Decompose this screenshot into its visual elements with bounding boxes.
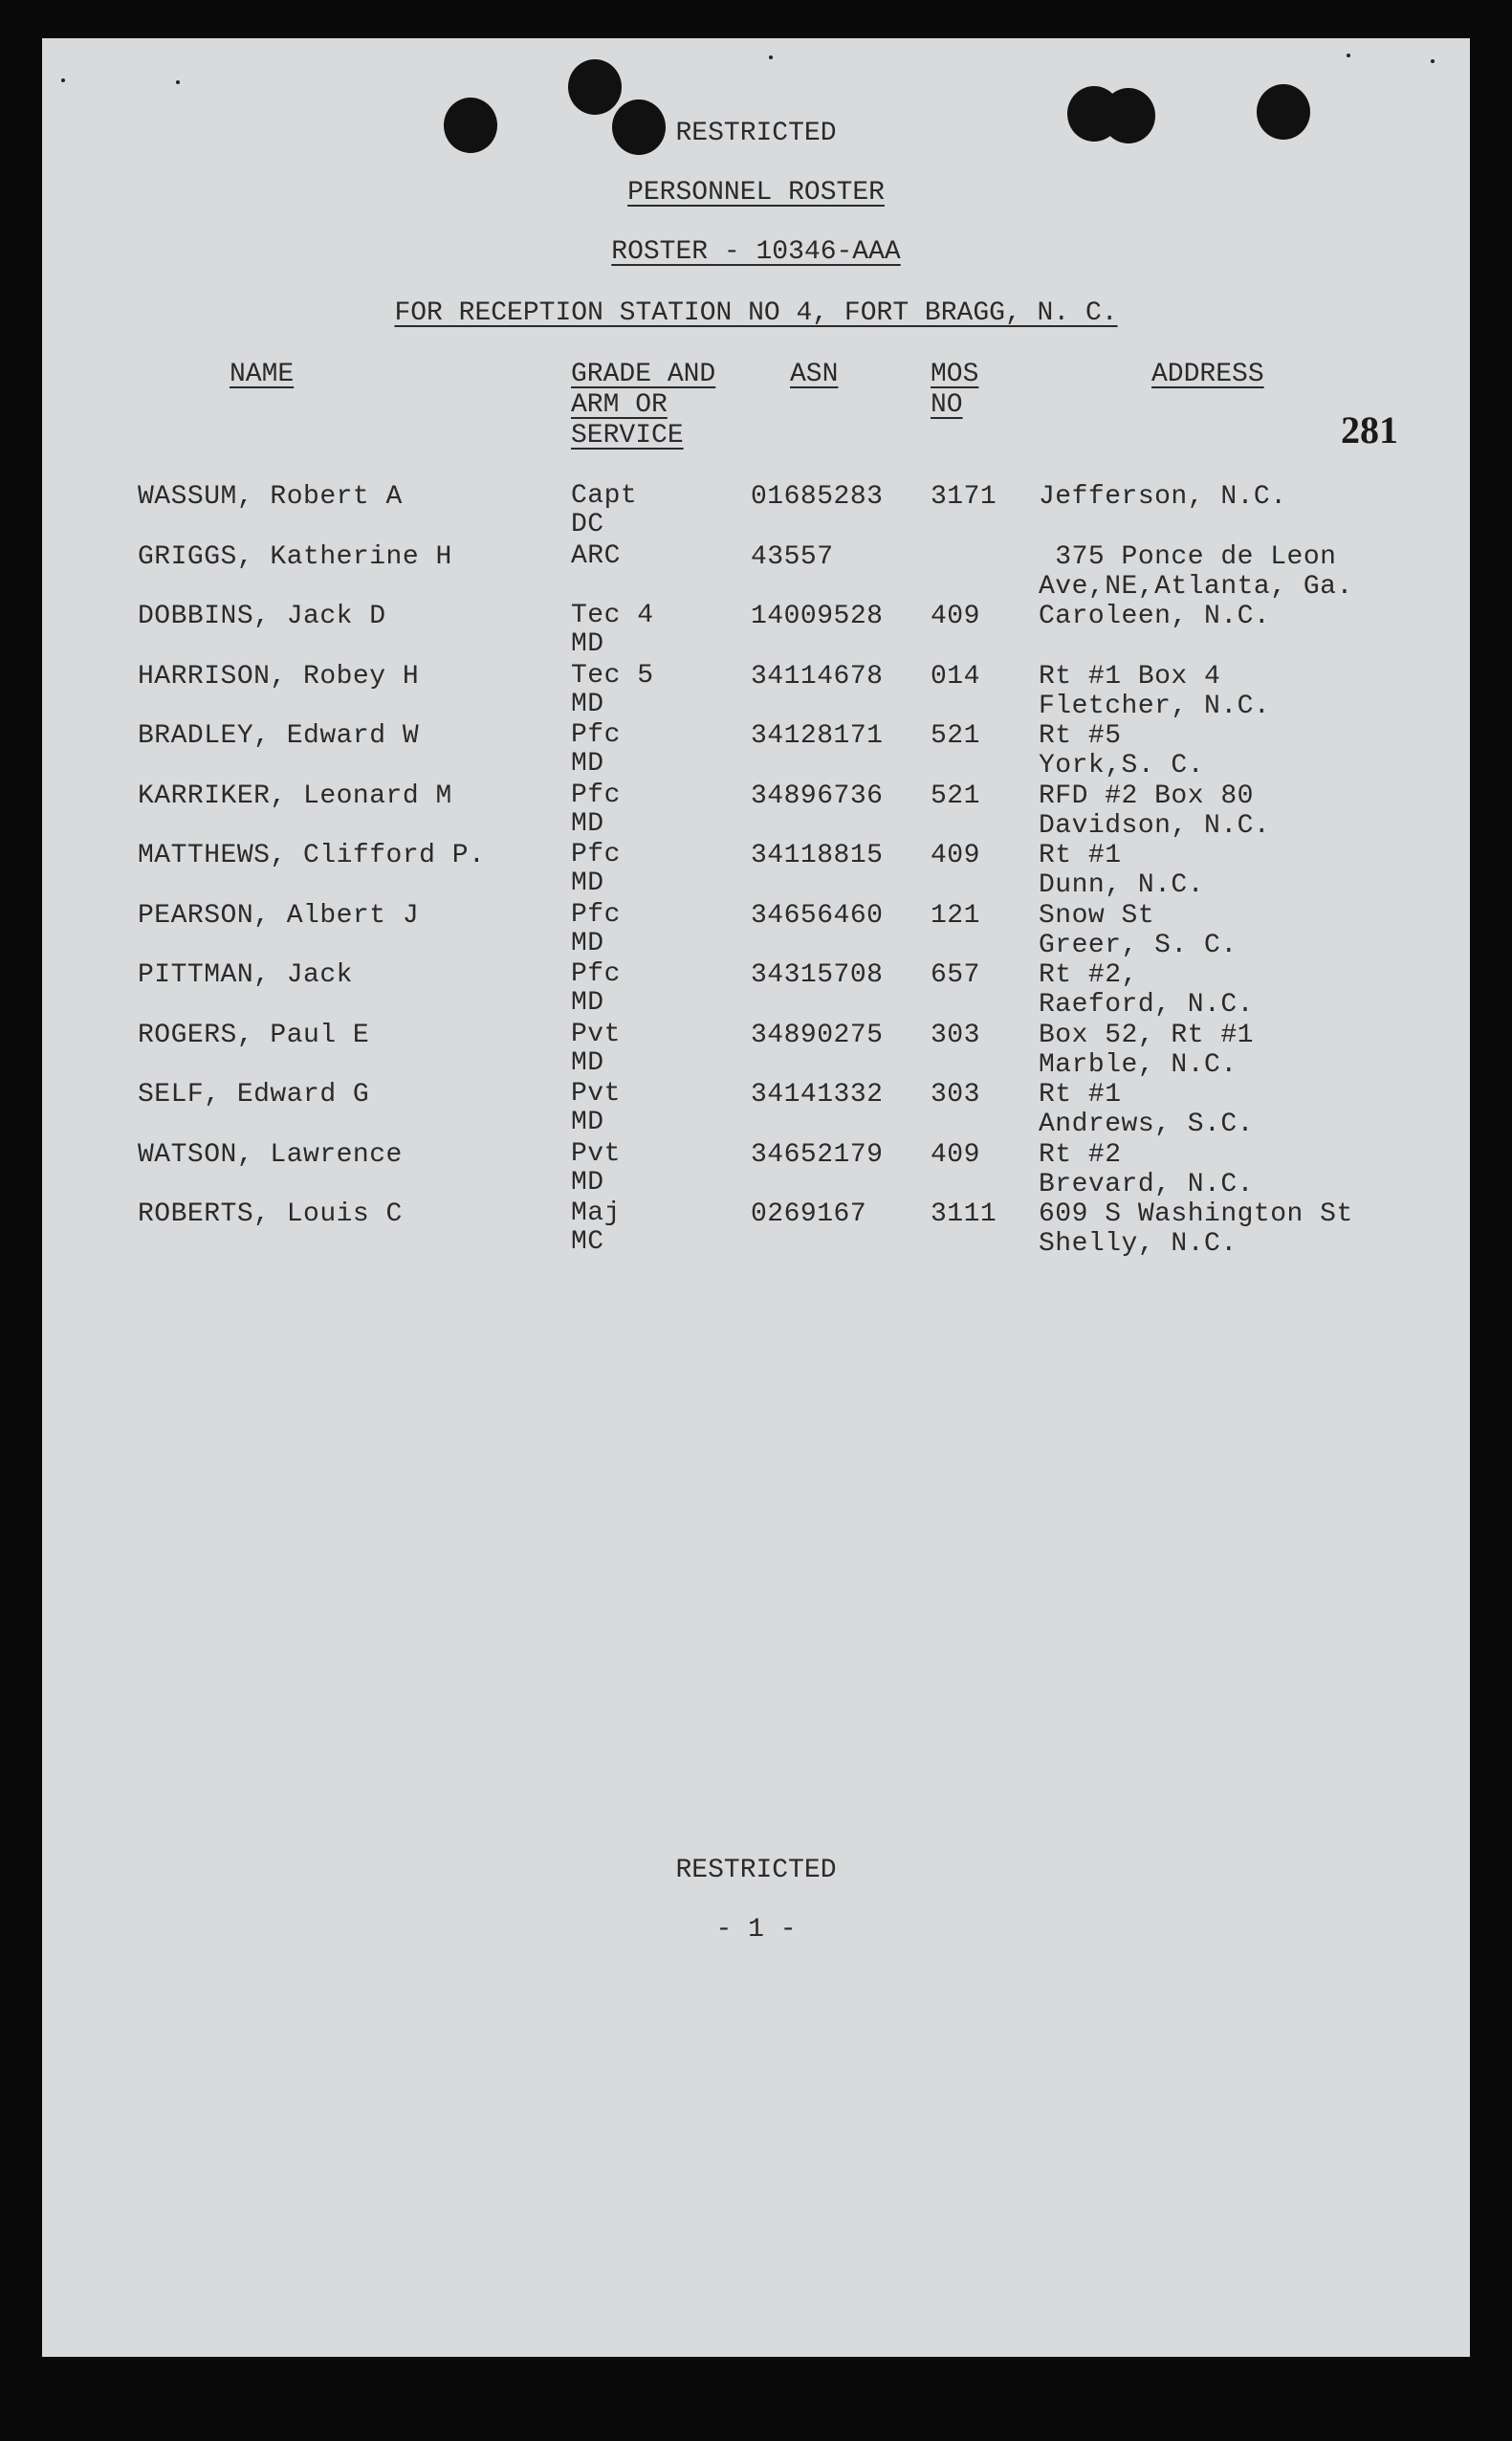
column-header-grade: GRADE AND ARM OR SERVICE — [571, 360, 716, 451]
row-address: Box 52, Rt #1 Marble, N.C. — [1039, 1020, 1254, 1080]
row-asn: 0269167 — [751, 1199, 867, 1229]
row-name: DOBBINS, Jack D — [138, 602, 386, 631]
row-asn: 34656460 — [751, 900, 884, 931]
row-name: SELF, Edward G — [138, 1080, 370, 1110]
row-grade: ARC — [571, 540, 621, 571]
row-asn: 34141332 — [751, 1080, 884, 1110]
row-asn: 34128171 — [751, 721, 884, 751]
roster-title-text: PERSONNEL ROSTER — [627, 178, 885, 208]
row-asn: 34315708 — [751, 960, 884, 990]
row-asn: 01685283 — [751, 482, 884, 512]
row-mos: 657 — [931, 960, 980, 990]
row-asn: 34652179 — [751, 1139, 884, 1170]
row-name: WASSUM, Robert A — [138, 482, 403, 512]
row-mos: 409 — [931, 1139, 980, 1170]
top-restricted-marking: RESTRICTED — [675, 119, 837, 148]
paper-speck — [1431, 59, 1435, 63]
table-row — [42, 901, 1470, 960]
table-row — [42, 1140, 1470, 1199]
row-grade: Pfc MD — [571, 720, 621, 779]
row-mos: 303 — [931, 1080, 980, 1110]
row-name: PITTMAN, Jack — [138, 960, 353, 990]
row-asn: 34114678 — [751, 661, 884, 692]
row-grade: Tec 4 MD — [571, 601, 654, 659]
table-row — [42, 602, 1470, 661]
roster-page — [42, 38, 1470, 2357]
row-grade: Pvt MD — [571, 1079, 621, 1137]
roster-number-text: ROSTER - 10346-AAA — [611, 237, 901, 267]
row-grade: Pfc MD — [571, 780, 621, 839]
roster-station — [42, 298, 1470, 328]
table-row — [42, 482, 1470, 541]
roster-number — [42, 237, 1470, 267]
row-address: Rt #5 York,S. C. — [1039, 721, 1205, 781]
paper-speck — [61, 78, 65, 82]
table-row — [42, 1021, 1470, 1080]
row-mos: 409 — [931, 602, 980, 631]
row-name: ROBERTS, Louis C — [138, 1199, 403, 1229]
row-mos: 303 — [931, 1020, 980, 1050]
row-address: Rt #2 Brevard, N.C. — [1039, 1139, 1254, 1199]
row-address: Snow St Greer, S. C. — [1039, 900, 1238, 960]
column-header-name: NAME — [230, 360, 295, 389]
row-address: Jefferson, N.C. — [1039, 482, 1287, 512]
row-name: ROGERS, Paul E — [138, 1020, 370, 1050]
table-row — [42, 662, 1470, 721]
row-asn: 34890275 — [751, 1020, 884, 1050]
table-row — [42, 1199, 1470, 1259]
table-row — [42, 960, 1470, 1020]
column-header-mos: MOS NO — [931, 360, 979, 420]
row-mos: 521 — [931, 721, 980, 751]
row-address: RFD #2 Box 80 Davidson, N.C. — [1039, 781, 1271, 841]
row-grade: Maj MC — [571, 1199, 621, 1257]
row-address: Rt #1 Andrews, S.C. — [1039, 1080, 1254, 1139]
row-grade: Tec 5 MD — [571, 660, 654, 719]
row-mos: 3171 — [931, 482, 997, 512]
row-mos: 521 — [931, 781, 980, 811]
page-number: - 1 - — [715, 1915, 797, 1945]
page-stamp-number: 281 — [1341, 408, 1398, 451]
paper-speck — [176, 80, 180, 84]
row-grade: Pfc MD — [571, 899, 621, 958]
row-grade: Pvt MD — [571, 1138, 621, 1198]
punch-hole — [568, 59, 622, 115]
row-asn: 34118815 — [751, 841, 884, 870]
row-address: Caroleen, N.C. — [1039, 602, 1271, 631]
bottom-restricted-marking: RESTRICTED — [675, 1856, 837, 1885]
paper-speck — [769, 55, 773, 59]
row-name: GRIGGS, Katherine H — [138, 541, 452, 572]
table-row — [42, 1080, 1470, 1139]
row-grade: Capt DC — [571, 481, 638, 539]
row-asn: 14009528 — [751, 602, 884, 631]
row-mos: 121 — [931, 900, 980, 931]
row-name: PEARSON, Albert J — [138, 900, 420, 931]
table-row — [42, 721, 1470, 781]
row-asn: 43557 — [751, 541, 834, 572]
row-grade: Pfc MD — [571, 840, 621, 898]
table-row — [42, 781, 1470, 841]
table-row — [42, 542, 1470, 602]
column-header-address: ADDRESS — [1151, 360, 1264, 389]
row-mos: 3111 — [931, 1199, 997, 1229]
row-name: BRADLEY, Edward W — [138, 721, 420, 751]
row-grade: Pfc MD — [571, 959, 621, 1018]
row-address: Rt #1 Box 4 Fletcher, N.C. — [1039, 661, 1271, 721]
row-address: 609 S Washington St Shelly, N.C. — [1039, 1199, 1353, 1259]
roster-station-text: FOR RECEPTION STATION NO 4, FORT BRAGG, N. C. — [394, 298, 1118, 328]
row-address: Rt #2, Raeford, N.C. — [1039, 960, 1254, 1020]
row-grade: Pvt MD — [571, 1019, 621, 1078]
row-address: 375 Ponce de Leon Ave,NE,Atlanta, Ga. — [1039, 541, 1353, 602]
column-header-asn: ASN — [790, 360, 839, 389]
row-name: KARRIKER, Leonard M — [138, 781, 452, 811]
row-name: MATTHEWS, Clifford P. — [138, 841, 486, 870]
roster-title — [42, 178, 1470, 208]
row-address: Rt #1 Dunn, N.C. — [1039, 841, 1205, 900]
paper-speck — [1347, 54, 1350, 57]
table-row — [42, 841, 1470, 900]
row-mos: 014 — [931, 661, 980, 692]
row-mos: 409 — [931, 841, 980, 870]
row-name: HARRISON, Robey H — [138, 661, 420, 692]
row-name: WATSON, Lawrence — [138, 1139, 403, 1170]
row-asn: 34896736 — [751, 781, 884, 811]
